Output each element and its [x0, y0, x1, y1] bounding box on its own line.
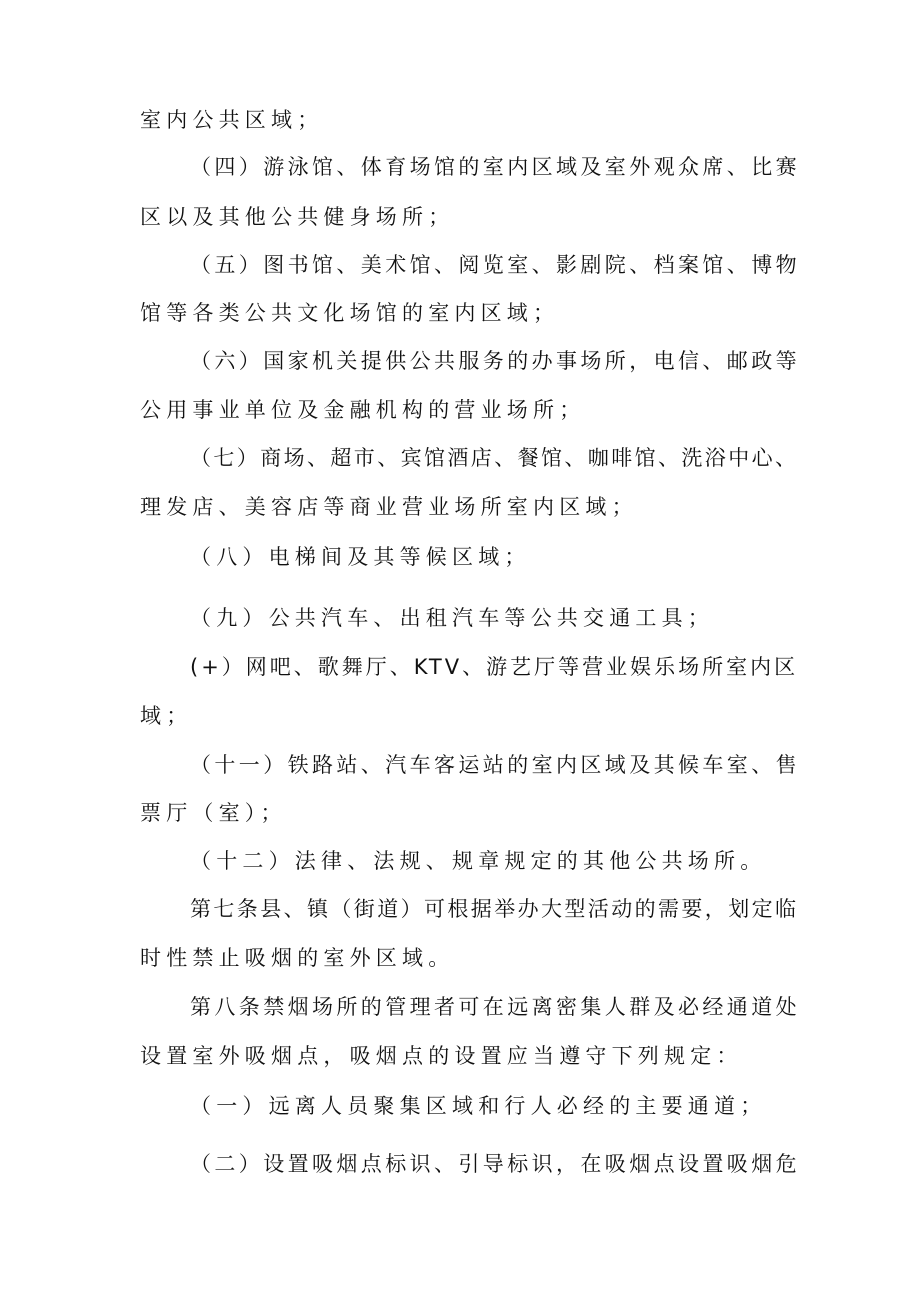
text-line: 时性禁止吸烟的室外区域。	[140, 946, 455, 970]
text-line: 室内公共区域；	[140, 108, 324, 132]
text-line: （七）商场、超市、宾馆酒店、餐馆、咖啡馆、洗浴中心、	[190, 446, 799, 470]
text-line: 馆等各类公共文化场馆的室内区域；	[140, 301, 560, 325]
text-line: （九）公共汽车、出租汽车等公共交通工具；	[190, 606, 714, 630]
text-line: 第七条县、镇（街道）可根据举办大型活动的需要，划定临	[190, 897, 799, 921]
text-line: 设置室外吸烟点，吸烟点的设置应当遵守下列规定：	[140, 1044, 743, 1068]
text-line: (+）网吧、歌舞厅、KTV、游艺厅等营业娱乐场所室内区	[190, 655, 799, 679]
text-line: 第八条禁烟场所的管理者可在远离密集人群及必经通道处	[190, 995, 800, 1019]
text-line: （四）游泳馆、体育场馆的室内区域及室外观众席、比赛	[190, 155, 800, 179]
text-line: 理发店、美容店等商业营业场所室内区域；	[140, 495, 638, 519]
text-line: （五）图书馆、美术馆、阅览室、影剧院、档案馆、博物	[190, 253, 800, 277]
text-line: （一）远离人员聚集区域和行人必经的主要通道；	[190, 1094, 767, 1118]
text-line: （十一）铁路站、汽车客运站的室内区域及其候车室、售	[190, 753, 800, 777]
text-line: （二）设置吸烟点标识、引导标识，在吸烟点设置吸烟危	[190, 1152, 800, 1176]
text-line: 公用事业单位及金融机构的营业场所；	[140, 398, 586, 422]
text-line: （六）国家机关提供公共服务的办事场所，电信、邮政等	[190, 349, 800, 373]
text-line: （八）电梯间及其等候区域；	[190, 545, 531, 569]
text-line: 区以及其他公共健身场所；	[140, 205, 455, 229]
text-line: （十二）法律、法规、规章规定的其他公共场所。	[190, 849, 767, 873]
text-line: 域；	[140, 704, 193, 728]
text-line: 票厅（室）；	[140, 801, 287, 825]
